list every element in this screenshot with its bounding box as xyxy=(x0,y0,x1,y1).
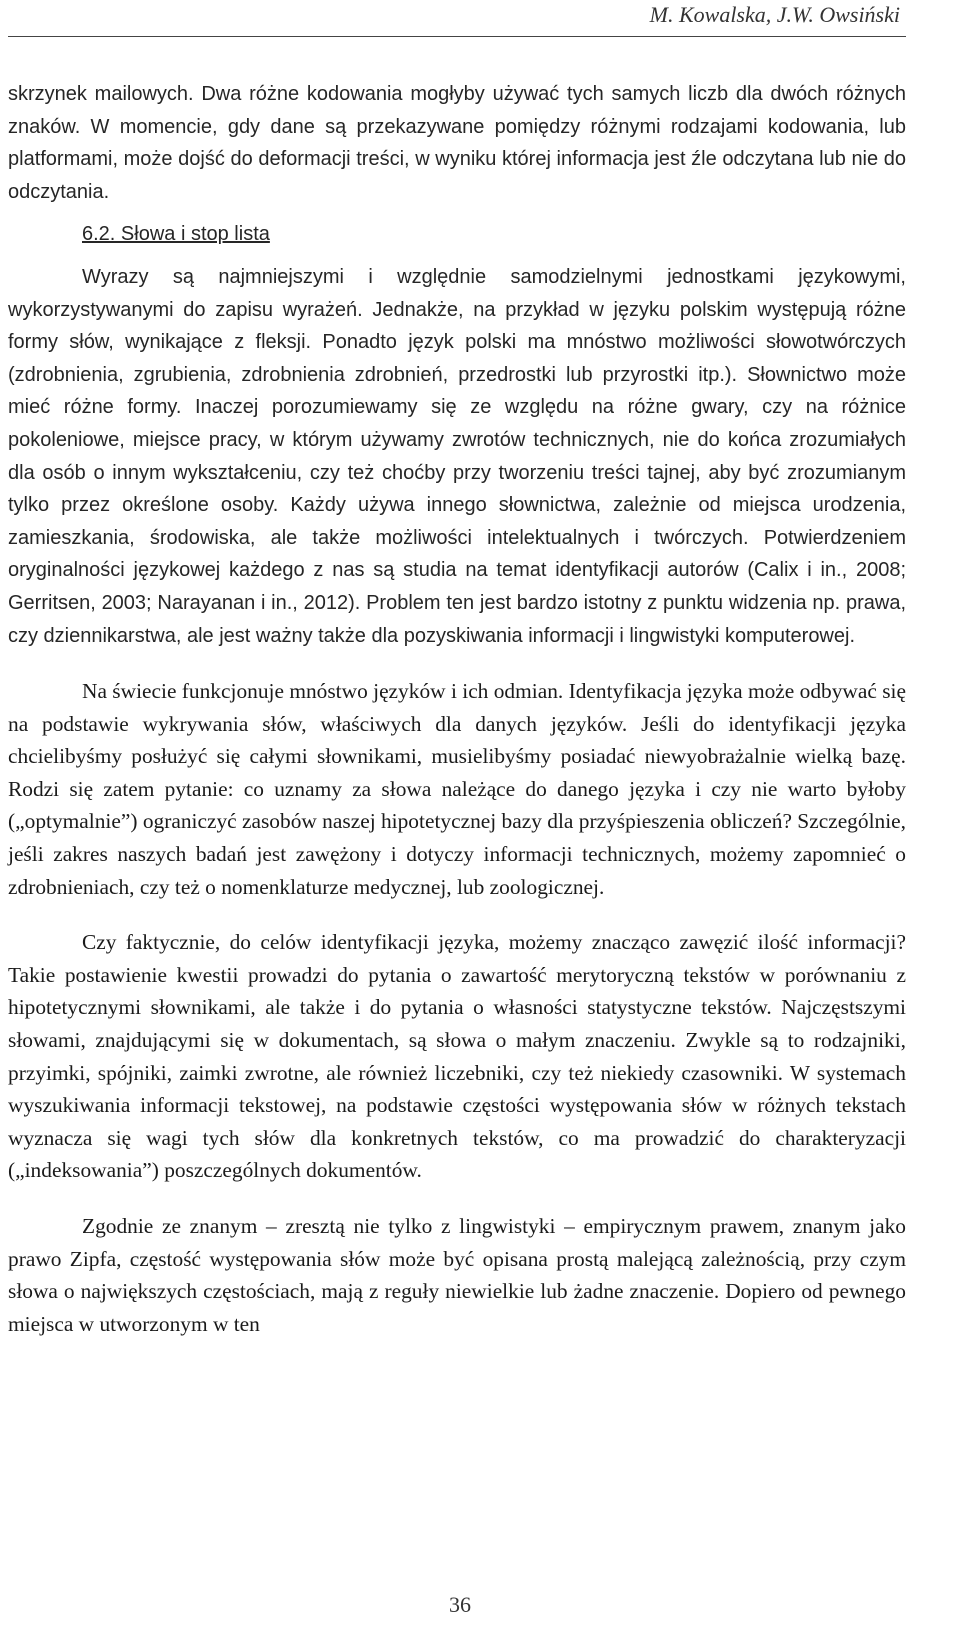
paragraph-zipf-law: Zgodnie ze znanym – zresztą nie tylko z lingwistyki – empirycznym prawem, znanym jako prawo Zipfa, częstość występowania słów może być opisana prostą malejącą zależnością, przy czym słowa o największych częstościach, mają z reguły niewielkie lub żadne znaczenie. Dopiero od pewnego miejsca w utworzonym w ten xyxy=(8,1214,906,1336)
paragraph-language-identification: Na świecie funkcjonuje mnóstwo języków i ich odmian. Identyfikacja języka może odbywać się na podstawie wykrywania słów, właściwych dla danych języków. Jeśli do identyfikacji języka chcielibyśmy posłużyć się całymi słownikami, musielibyśmy posiadać niewyobrażalnie wielką bazę. Rodzi się zatem pytanie: co uznamy za słowa należące do danego języka i czy nie warto byłoby („optymalnie”) ograniczyć zasobów naszej hipotetycznej bazy dla przyśpieszenia obliczeń? Szczególnie, jeśli zakres naszych badań jest zawężony i dotyczy informacji technicznych, możemy zapomnieć o zdrobnieniach, czy też o nomenklaturze medycznej, lub zoologicznej. xyxy=(8,679,906,899)
section-heading xyxy=(82,218,906,251)
paragraph-continuation: skrzynek mailowych. Dwa różne kodowania mogłyby używać tych samych liczb dla dwóch różnych znaków. W momencie, gdy dane są przekazywane pomiędzy różnymi rodzajami kodowania, lub platformami, może dojść do deformacji treści, w wyniku której informacja jest źle odczytana lub nie do odczytania. xyxy=(8,83,906,203)
section-heading-text: 6.2. Słowa i stop lista xyxy=(82,223,270,246)
running-header: M. Kowalska, J.W. Owsiński xyxy=(649,2,900,27)
paragraph-information-reduction: Czy faktycznie, do celów identyfikacji języka, możemy znacząco zawęzić ilość informacji? Takie postawienie kwestii prowadzi do pytania o zawartość merytoryczną tekstów w porównaniu z hipotetycznymi słownikami, ale także i do pytania o własności statystyczne tekstów. Najczęstszymi słowami, znajdującymi się w dokumentach, są słowa o małym znaczeniu. Zwykle są to rodzajniki, przyimki, spójniki, zaimki zwrotne, ale również liczebniki, czy też niekiedy czasowniki. W systemach wyszukiwania informacji tekstowej, na podstawie częstości występowania słów w różnych tekstach wyznacza się wagi tych słów dla konkretnych tekstów, co ma prowadzić do charakteryzacji („indeksowania”) poszczególnych dokumentów. xyxy=(8,930,906,1183)
header-divider xyxy=(8,36,906,37)
paragraph-words-intro: Wyrazy są najmniejszymi i względnie samodzielnymi jednostkami językowymi, wykorzystywanymi do zapisu wyrażeń. Jednakże, na przykład w języku polskim występują różne formy słów, wynikające z fleksji. Ponadto język polski ma mnóstwo możliwości słowotwórczych (zdrobnienia, zgrubienia, zdrobnienia zdrobnień, przedrostki lub przyrostki itp.). Słownictwo może mieć różne formy. Inaczej porozumiewamy się ze względu na różne gwary, czy na różnice pokoleniowe, miejsce pracy, w którym używamy zwrotów technicznych, nie do końca zrozumiałych dla osób o innym wykształceniu, czy też choćby przy tworzeniu treści tajnej, aby być zrozumianym tylko przez określone osoby. Każdy używa innego słownictwa, zależnie od miejsca urodzenia, zamieszkania, środowiska, ale także możliwości intelektualnych i twórczych. Potwierdzeniem oryginalności językowej każdego z nas są studia na temat identyfikacji autorów (Calix i in., 2008; Gerritsen, 2003; Narayanan i in., 2012). Problem ten jest bardzo istotny z punktu widzenia np. prawa, czy dziennikarstwa, ale jest ważny także dla pozyskiwania informacji i lingwistyki komputerowej. xyxy=(8,265,906,647)
page-body xyxy=(8,78,906,1340)
page-number: 36 xyxy=(449,1592,471,1617)
